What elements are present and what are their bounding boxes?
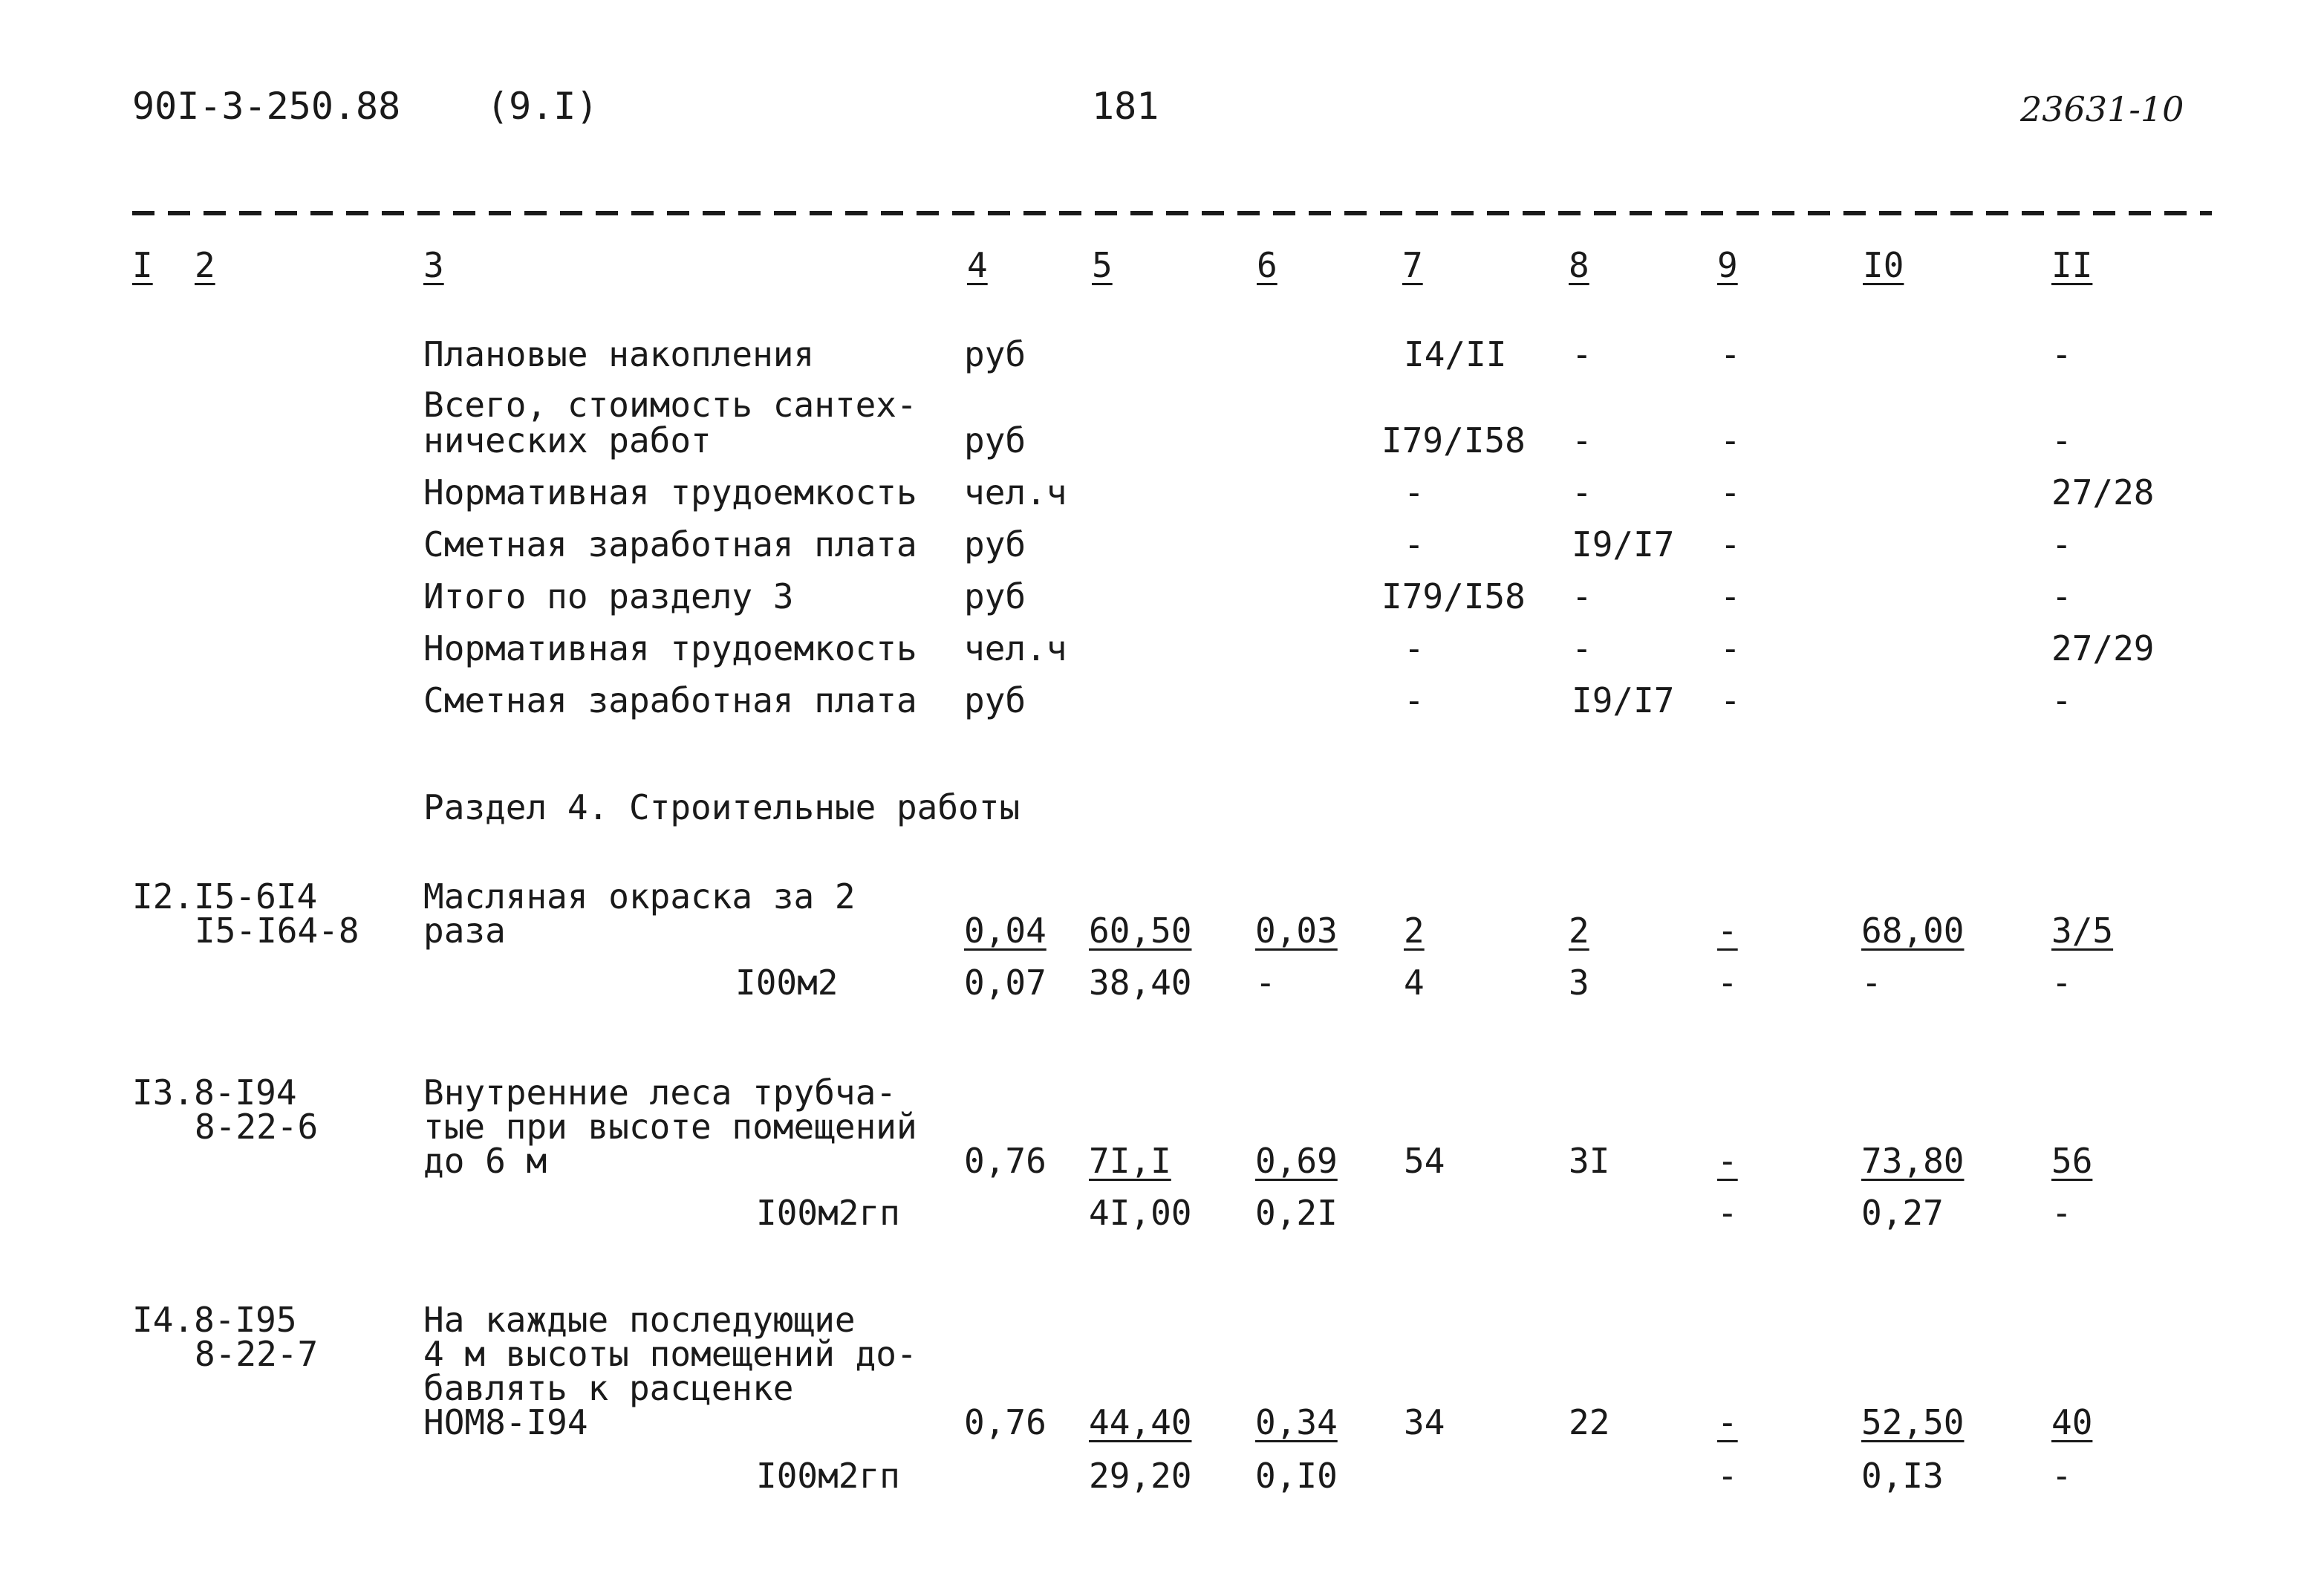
cell-col6-bottom: - — [1255, 963, 1276, 1003]
cell-col7: - — [1404, 680, 1425, 720]
cell-col9: - — [1720, 334, 1741, 374]
row-label-line-1: Всего, стоимость сантех- — [423, 385, 917, 425]
cell-col8: - — [1572, 576, 1592, 616]
cell-col10-top: 68,00 — [1861, 911, 1965, 951]
cell-col11: 27/28 — [2051, 472, 2155, 512]
page-number: 181 — [1092, 85, 1159, 128]
cell-col8-bottom: 3 — [1569, 963, 1589, 1003]
item-code-line-2: I5-I64-8 — [195, 911, 359, 951]
cell-col11: 27/29 — [2051, 628, 2155, 668]
cell-col6-bottom: 0,I0 — [1255, 1456, 1338, 1496]
item-description-line: раза — [423, 911, 506, 951]
cell-col9: - — [1720, 524, 1741, 564]
cell-col5-bottom: 4I,00 — [1089, 1193, 1192, 1233]
row-label-line-2: нических работ — [423, 420, 712, 460]
column-number-2: 2 — [195, 245, 215, 285]
column-number-7: 7 — [1402, 245, 1423, 285]
cell-col9-top: - — [1717, 1141, 1738, 1181]
cell-col10-bottom: - — [1861, 963, 1882, 1003]
item-unit: I00м2гп — [756, 1193, 900, 1233]
cell-col7-top: 34 — [1404, 1402, 1445, 1442]
item-description-line: до 6 м — [423, 1141, 547, 1181]
column-number-6: 6 — [1257, 245, 1277, 285]
cell-col11: - — [2051, 680, 2072, 720]
item-description-line: На каждые последующие — [423, 1300, 856, 1340]
cell-col9-bottom: - — [1717, 963, 1738, 1003]
cell-col7-bottom: 4 — [1404, 963, 1425, 1003]
cell-col8: - — [1572, 420, 1592, 460]
row-unit: руб — [964, 420, 1026, 460]
cell-col9: - — [1720, 628, 1741, 668]
column-number-3: 3 — [423, 245, 444, 285]
cell-col7: - — [1404, 524, 1425, 564]
cell-col10-top: 73,80 — [1861, 1141, 1965, 1181]
row-label: Нормативная трудоемкость — [423, 628, 917, 668]
cell-col7: I4/II — [1404, 334, 1507, 374]
row-label: Нормативная трудоемкость — [423, 472, 917, 512]
row-unit: чел.ч — [964, 472, 1067, 512]
cell-col8: - — [1572, 628, 1592, 668]
column-number-11: II — [2051, 245, 2093, 285]
item-code-line-2: 8-22-6 — [195, 1107, 319, 1147]
table-top-rule — [132, 211, 2212, 215]
cell-col11: - — [2051, 524, 2072, 564]
cell-col10-bottom: 0,I3 — [1861, 1456, 1944, 1496]
cell-col7: - — [1404, 628, 1425, 668]
cell-col7: I79/I58 — [1381, 576, 1526, 616]
row-label: Плановые накопления — [423, 334, 815, 374]
row-unit: чел.ч — [964, 628, 1067, 668]
item-description-line: Внутренние леса трубча- — [423, 1072, 896, 1113]
column-number-10: I0 — [1863, 245, 1904, 285]
column-number-1: I — [132, 245, 153, 285]
cell-col8: I9/I7 — [1572, 524, 1675, 564]
item-description-line: 4 м высоты помещений до- — [423, 1334, 917, 1374]
cell-col5-top: 44,40 — [1089, 1402, 1192, 1442]
cell-col10-bottom: 0,27 — [1861, 1193, 1944, 1233]
row-label: Сметная заработная плата — [423, 680, 917, 720]
cell-col9: - — [1720, 680, 1741, 720]
cell-col11-top: 3/5 — [2051, 911, 2114, 951]
item-unit: I00м2гп — [756, 1456, 900, 1496]
cell-col7-top: 2 — [1404, 911, 1425, 951]
cell-col11-bottom: - — [2051, 963, 2072, 1003]
item-code-line-1: I2.I5-6I4 — [132, 876, 318, 917]
cell-col9-bottom: - — [1717, 1193, 1738, 1233]
row-unit: руб — [964, 524, 1026, 564]
item-description-line: НОМ8-I94 — [423, 1402, 588, 1442]
item-description-line: Масляная окраска за 2 — [423, 876, 856, 917]
column-number-8: 8 — [1569, 245, 1589, 285]
cell-col8-top: 3I — [1569, 1141, 1610, 1181]
column-number-5: 5 — [1092, 245, 1113, 285]
cell-col4-top: 0,76 — [964, 1402, 1047, 1442]
cell-col5-top: 7I,I — [1089, 1141, 1171, 1181]
handwritten-sheet-number: 23631-10 — [2020, 89, 2184, 129]
cell-col11-top: 56 — [2051, 1141, 2093, 1181]
cell-col9: - — [1720, 420, 1741, 460]
cell-col6-bottom: 0,2I — [1255, 1193, 1338, 1233]
cell-col11-bottom: - — [2051, 1193, 2072, 1233]
cell-col8: I9/I7 — [1572, 680, 1675, 720]
row-unit: руб — [964, 334, 1026, 374]
cell-col11: - — [2051, 576, 2072, 616]
cell-col9-top: - — [1717, 1402, 1738, 1442]
item-description-line: тые при высоте помещений — [423, 1107, 917, 1147]
row-unit: руб — [964, 680, 1026, 720]
cell-col9: - — [1720, 576, 1741, 616]
cell-col6-top: 0,34 — [1255, 1402, 1338, 1442]
cell-col11: - — [2051, 420, 2072, 460]
cell-col9-bottom: - — [1717, 1456, 1738, 1496]
cell-col10-top: 52,50 — [1861, 1402, 1965, 1442]
item-code-line-2: 8-22-7 — [195, 1334, 319, 1374]
cell-col8-top: 2 — [1569, 911, 1589, 951]
cell-col11: - — [2051, 334, 2072, 374]
cell-col7: I79/I58 — [1381, 420, 1526, 460]
cell-col8: - — [1572, 472, 1592, 512]
item-unit: I00м2 — [735, 963, 839, 1003]
cell-col11-bottom: - — [2051, 1456, 2072, 1496]
cell-col5-top: 60,50 — [1089, 911, 1192, 951]
cell-col11-top: 40 — [2051, 1402, 2093, 1442]
item-code-line-1: I3.8-I94 — [132, 1072, 297, 1113]
cell-col4-top: 0,76 — [964, 1141, 1047, 1181]
cell-col8: - — [1572, 334, 1592, 374]
cell-col9: - — [1720, 472, 1741, 512]
cell-col7: - — [1404, 472, 1425, 512]
column-number-4: 4 — [967, 245, 988, 285]
document-code: 90I-3-250.88 — [132, 85, 401, 128]
cell-col9-top: - — [1717, 911, 1738, 951]
cell-col4-bottom: 0,07 — [964, 963, 1047, 1003]
cell-col4-top: 0,04 — [964, 911, 1047, 951]
section-code: (9.I) — [486, 85, 599, 128]
cell-col7-top: 54 — [1404, 1141, 1445, 1181]
item-description-line: бавлять к расценке — [423, 1368, 794, 1408]
row-label: Итого по разделу 3 — [423, 576, 794, 616]
cell-col8-top: 22 — [1569, 1402, 1610, 1442]
row-unit: руб — [964, 576, 1026, 616]
item-code-line-1: I4.8-I95 — [132, 1300, 297, 1340]
cell-col6-top: 0,03 — [1255, 911, 1338, 951]
cell-col6-top: 0,69 — [1255, 1141, 1338, 1181]
column-number-9: 9 — [1717, 245, 1738, 285]
section-title: Раздел 4. Строительные работы — [423, 787, 1021, 827]
cell-col5-bottom: 29,20 — [1089, 1456, 1192, 1496]
row-label: Сметная заработная плата — [423, 524, 917, 564]
cell-col5-bottom: 38,40 — [1089, 963, 1192, 1003]
